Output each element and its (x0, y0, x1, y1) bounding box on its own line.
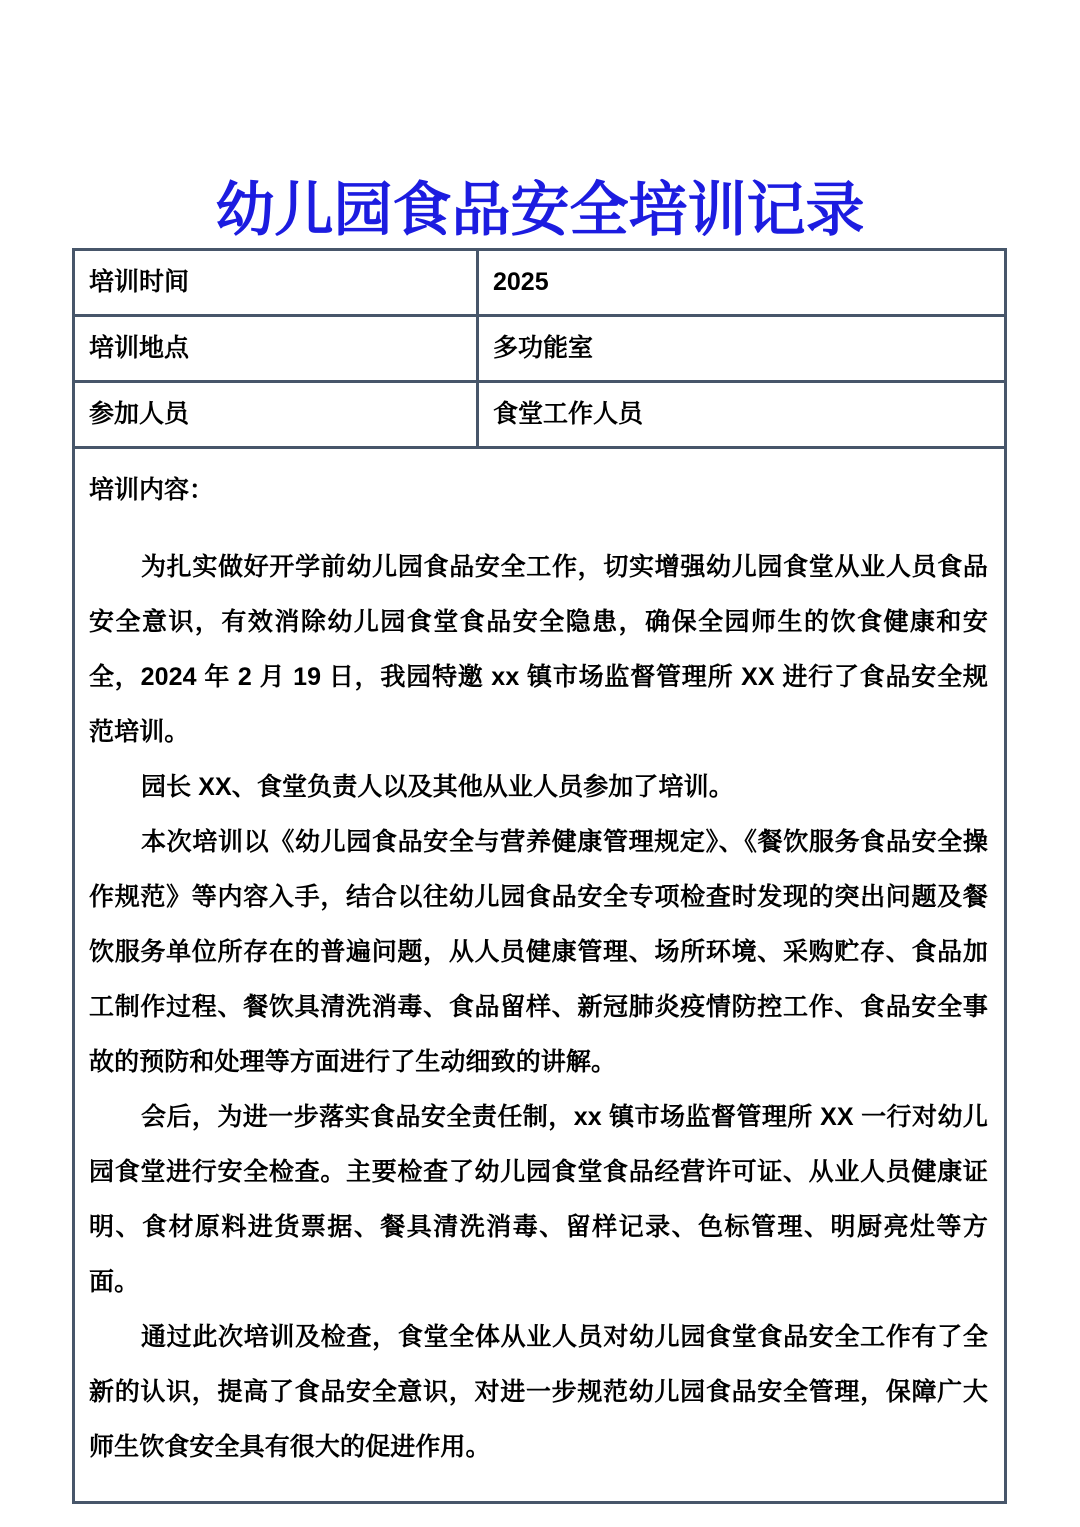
table-row-content (74, 448, 1006, 1503)
table-row (74, 382, 1006, 448)
content-paragraph-1: 为扎实做好开学前幼儿园食品安全工作，切实增强幼儿园食堂从业人员食品安全意识，有效消除幼儿园食堂食品安全隐患，确保全园师生的饮食健康和安全，2024 年 2 月 19 日，我园特邀 xx 镇市场监督管理所 XX 进行了食品安全规范培训。 (89, 553, 988, 746)
training-content-heading: 培训内容： (89, 476, 215, 504)
training-time-value: 2025 (493, 268, 549, 296)
participants-value: 食堂工作人员 (493, 400, 644, 428)
content-paragraph-3: 本次培训以《幼儿园食品安全与营养健康管理规定》、《餐饮服务食品安全操作规范》等内容入手，结合以往幼儿园食品安全专项检查时发现的突出问题及餐饮服务单位所存在的普遍问题，从人员健康管理、场所环境、采购贮存、食品加工制作过程、餐饮具清洗消毒、食品留样、新冠肺炎疫情防控工作、食品安全事故的预防和处理等方面进行了生动细致的讲解。 (89, 828, 988, 1076)
table-cell-value (478, 382, 1006, 448)
table-cell-value (478, 250, 1006, 316)
table-row (74, 250, 1006, 316)
page-title: 幼儿园食品安全培训记录 (215, 176, 865, 243)
training-record-table (72, 248, 1007, 1504)
participants-label: 参加人员 (89, 400, 190, 428)
training-time-label: 培训时间 (89, 268, 190, 296)
table-cell-label (74, 316, 478, 382)
table-cell-label (74, 382, 478, 448)
table-cell-value (478, 316, 1006, 382)
content-paragraph-2: 园长 XX、食堂负责人以及其他从业人员参加了培训。 (141, 773, 734, 801)
training-location-label: 培训地点 (89, 334, 190, 362)
table-cell-label (74, 250, 478, 316)
training-content-body (75, 449, 1004, 1501)
content-paragraph-4: 会后，为进一步落实食品安全责任制，xx 镇市场监督管理所 XX 一行对幼儿园食堂进行安全检查。主要检查了幼儿园食堂食品经营许可证、从业人员健康证明、食材原料进货票据、餐具清洗消毒、留样记录、色标管理、明厨亮灶等方面。 (89, 1103, 988, 1296)
content-paragraph-5: 通过此次培训及检查，食堂全体从业人员对幼儿园食堂食品安全工作有了全新的认识，提高了食品安全意识，对进一步规范幼儿园食品安全管理，保障广大师生饮食安全具有很大的促进作用。 (89, 1323, 988, 1461)
training-location-value: 多功能室 (493, 334, 594, 362)
training-content-cell (74, 448, 1006, 1503)
table-row (74, 316, 1006, 382)
